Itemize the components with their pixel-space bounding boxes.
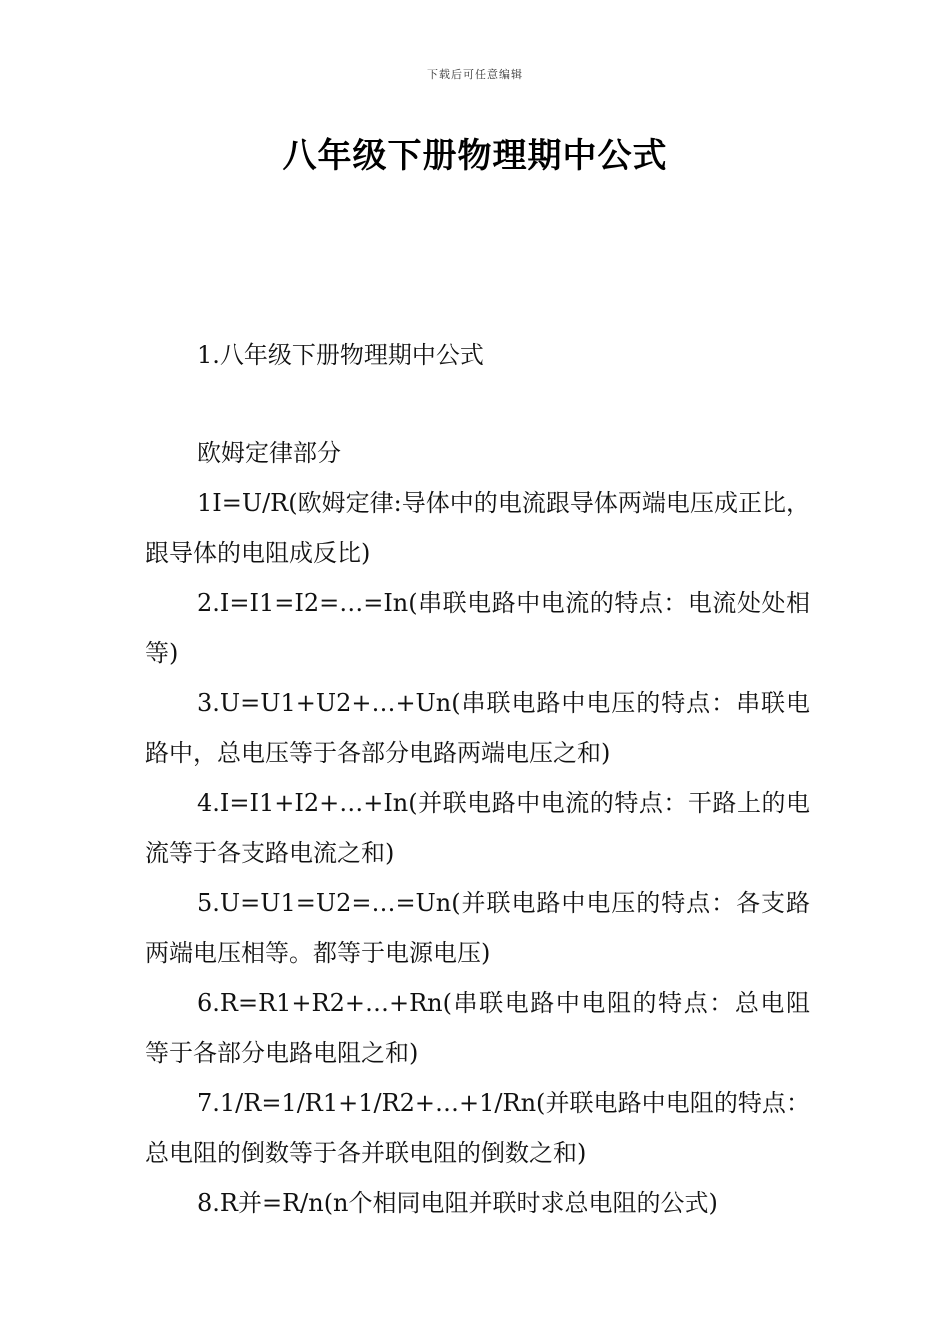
formula-list	[145, 478, 810, 1228]
formula-item: 8.R并=R/n(n个相同电阻并联时求总电阻的公式)	[197, 1189, 718, 1217]
header-note: 下载后可任意编辑	[427, 68, 523, 81]
formula-item: 7.1/R=1/R1+1/R2+…+1/Rn(并联电路中电阻的特点：总电阻的倒数等于各并联电阻的倒数之和)	[145, 1089, 810, 1167]
document-body	[145, 330, 810, 1228]
document-title: 八年级下册物理期中公式	[282, 136, 668, 176]
formula-item: 5.U=U1=U2=…=Un(并联电路中电压的特点：各支路两端电压相等。都等于电源电压)	[145, 889, 810, 967]
formula-item: 1I=U/R(欧姆定律:导体中的电流跟导体两端电压成正比，跟导体的电阻成反比)	[145, 489, 810, 567]
formula-item: 3.U=U1+U2+…+Un(串联电路中电压的特点：串联电路中，总电压等于各部分电路两端电压之和)	[145, 689, 810, 767]
formula-item: 6.R=R1+R2+…+Rn(串联电路中电阻的特点：总电阻等于各部分电路电阻之和)	[145, 989, 810, 1067]
formula-item: 4.I=I1+I2+…+In(并联电路中电流的特点：干路上的电流等于各支路电流之和)	[145, 789, 810, 867]
section-heading: 1.八年级下册物理期中公式	[197, 341, 484, 369]
subheading: 欧姆定律部分	[197, 439, 341, 467]
formula-item: 2.I=I1=I2=…=In(串联电路中电流的特点：电流处处相等)	[145, 589, 810, 667]
